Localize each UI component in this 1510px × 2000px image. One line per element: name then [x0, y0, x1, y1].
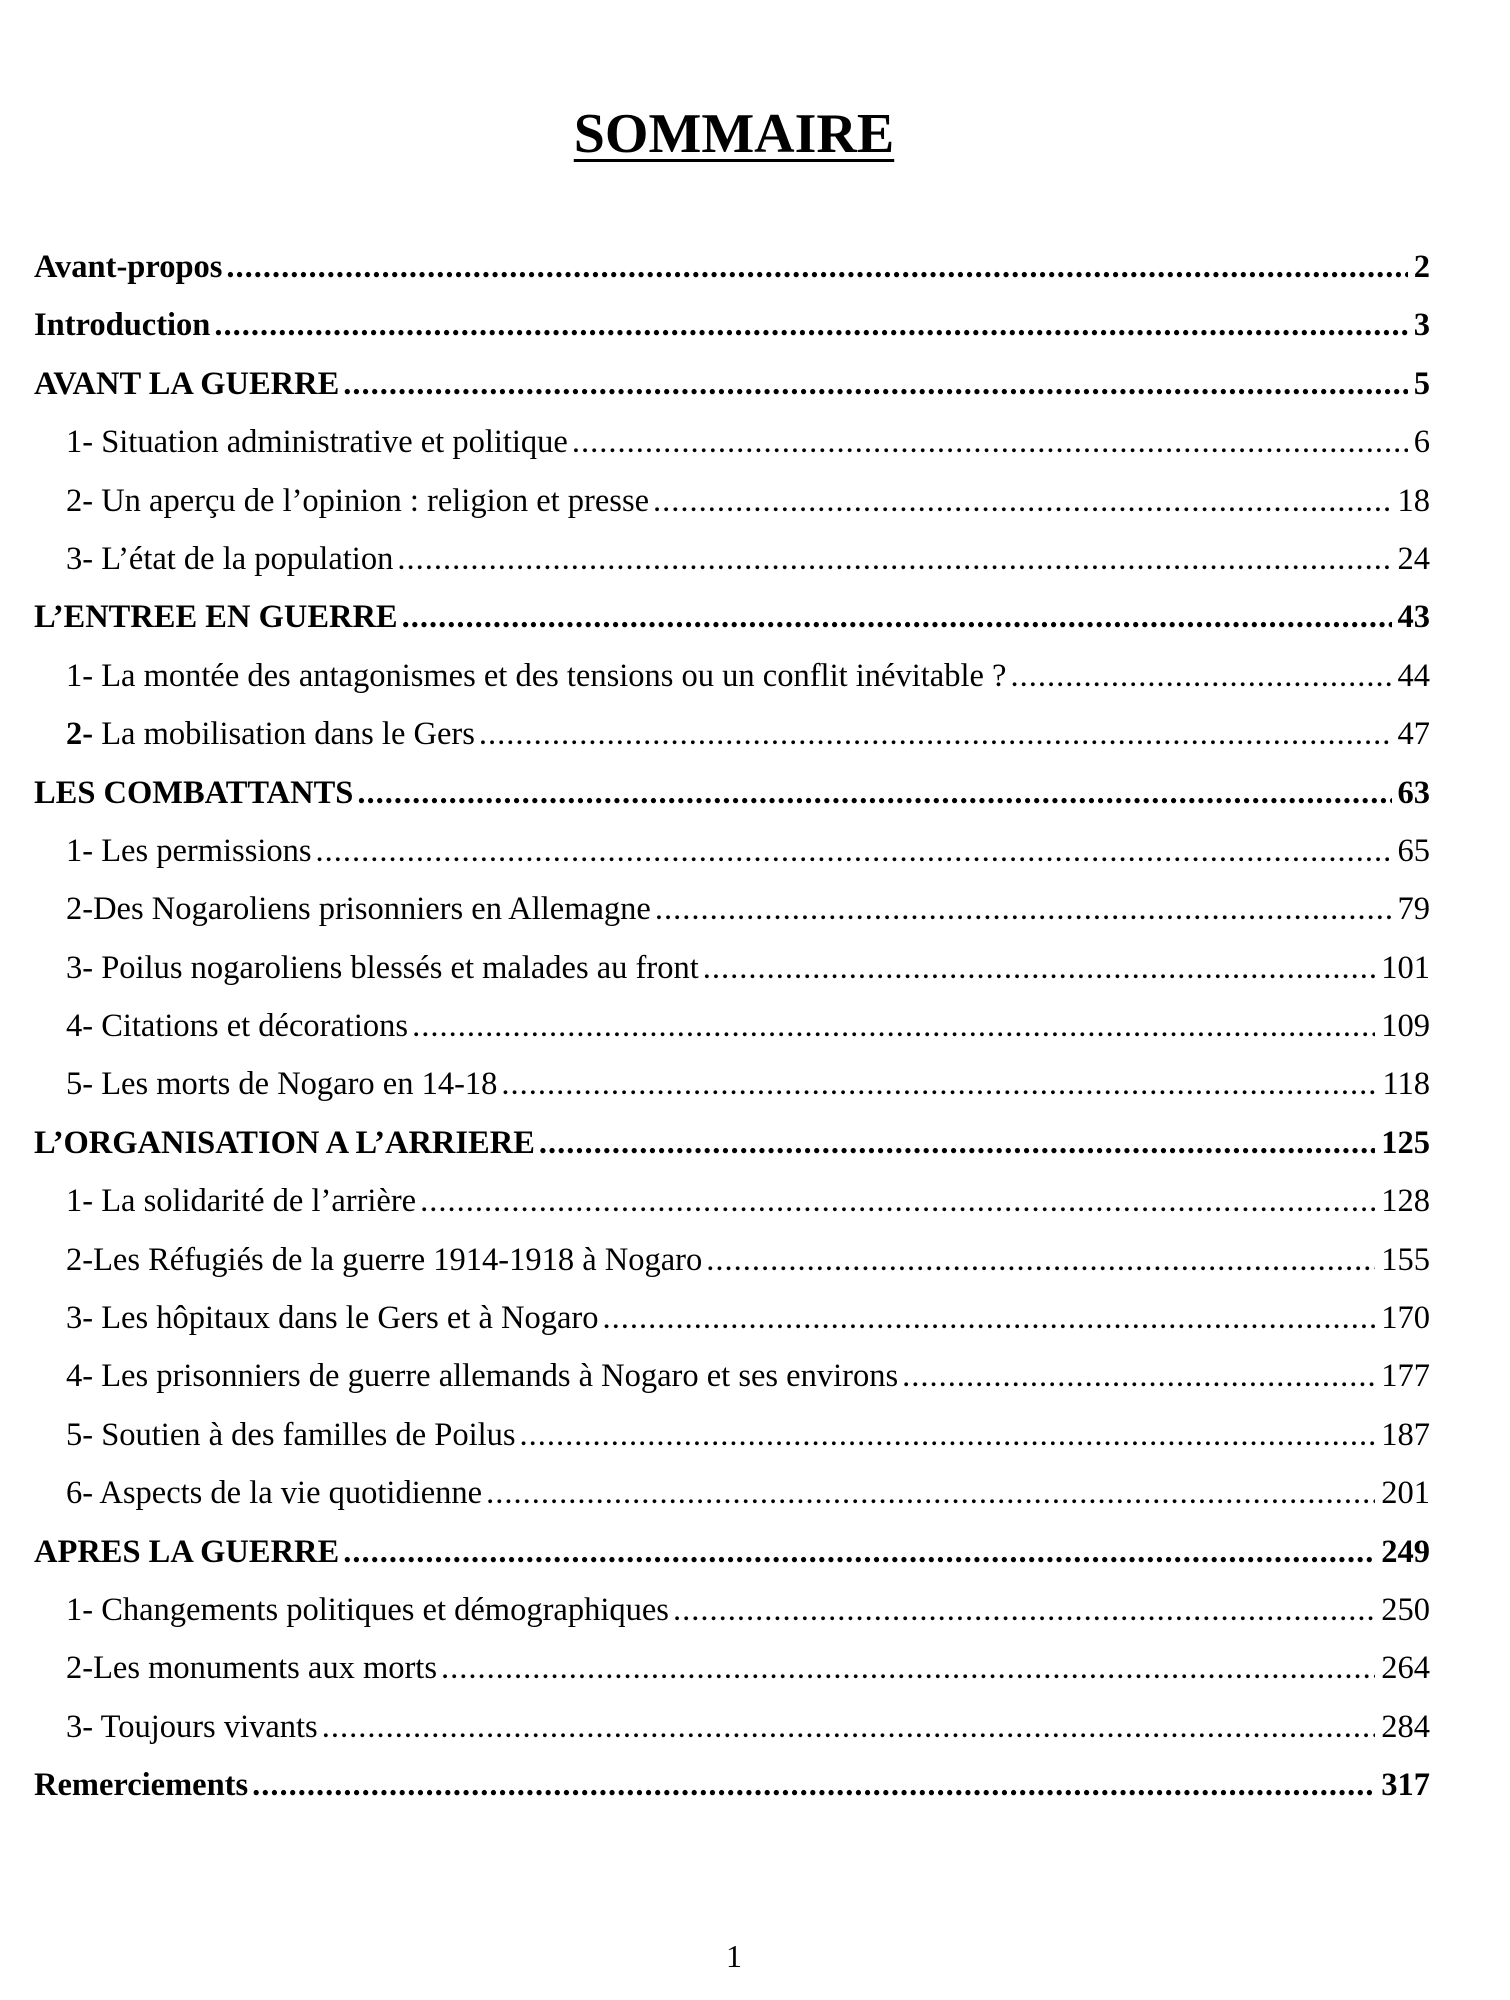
toc-subsection-entry[interactable]	[34, 997, 1430, 1055]
toc-subsection-entry[interactable]	[34, 530, 1430, 588]
dot-leader	[902, 1347, 1375, 1405]
dot-leader	[316, 822, 1392, 880]
toc-entry-label: 1- La solidarité de l’arrière	[66, 1183, 417, 1220]
toc-entry-page-number: 79	[1397, 891, 1430, 928]
toc-entry-page-number: 125	[1381, 1124, 1430, 1161]
toc-entry-label: 6- Aspects de la vie quotidienne	[66, 1475, 483, 1512]
dot-leader	[486, 1464, 1375, 1522]
toc-entry-page-number: 155	[1381, 1241, 1430, 1278]
toc-entry-label: 3- Toujours vivants	[66, 1708, 318, 1745]
dot-leader	[520, 1406, 1376, 1464]
toc-section-entry[interactable]	[34, 355, 1430, 413]
toc-subsection-entry[interactable]	[34, 822, 1430, 880]
toc-entry-label: 2- La mobilisation dans le Gers	[66, 716, 475, 753]
toc-entry-page-number: 5	[1413, 365, 1430, 402]
toc-entry-label: Introduction	[34, 307, 211, 344]
toc-entry-label: 4- Citations et décorations	[66, 1008, 409, 1045]
toc-entry-label: 4- Les prisonniers de guerre allemands à Nogaro et ses environs	[66, 1358, 899, 1395]
dot-leader	[343, 1523, 1375, 1581]
toc-entry-page-number: 3	[1413, 307, 1430, 344]
dot-leader	[1010, 647, 1391, 705]
toc-entry-label: 2- Un aperçu de l’opinion : religion et presse	[66, 482, 650, 519]
toc-section-entry[interactable]	[34, 238, 1430, 296]
toc-subsection-entry[interactable]	[34, 1464, 1430, 1522]
dot-leader	[322, 1698, 1376, 1756]
toc-subsection-entry[interactable]	[34, 1406, 1430, 1464]
dot-leader	[441, 1639, 1375, 1697]
toc-entry-page-number: 118	[1382, 1066, 1430, 1103]
toc-entry-label: 1- Changements politiques et démographiques	[66, 1591, 669, 1628]
table-of-contents	[34, 238, 1430, 1815]
toc-entry-page-number: 101	[1381, 949, 1430, 986]
toc-entry-page-number: 2	[1413, 249, 1430, 285]
toc-entry-label: 3- Les hôpitaux dans le Gers et à Nogaro	[66, 1300, 599, 1337]
toc-entry-page-number: 47	[1397, 716, 1430, 753]
toc-entry-page-number: 128	[1381, 1183, 1430, 1220]
toc-entry-label: Remerciements	[34, 1767, 249, 1804]
toc-entry-page-number: 43	[1397, 599, 1430, 636]
dot-leader	[501, 1055, 1376, 1113]
toc-subsection-entry[interactable]	[34, 1639, 1430, 1697]
toc-entry-page-number: 6	[1413, 424, 1430, 461]
toc-entry-label: 2-Les monuments aux morts	[66, 1650, 437, 1687]
toc-entry-label: 2-Les Réfugiés de la guerre 1914-1918 à Nogaro	[66, 1241, 703, 1278]
dot-leader	[226, 238, 1407, 296]
dot-leader	[602, 1289, 1375, 1347]
toc-subsection-entry[interactable]	[34, 413, 1430, 471]
toc-subsection-entry[interactable]	[34, 647, 1430, 705]
toc-subsection-entry[interactable]	[34, 472, 1430, 530]
toc-entry-page-number: 249	[1381, 1533, 1430, 1570]
toc-entry-label: 3- L’état de la population	[66, 540, 394, 577]
toc-section-entry[interactable]	[34, 1756, 1430, 1814]
toc-subsection-entry[interactable]	[34, 1231, 1430, 1289]
toc-subsection-entry[interactable]	[34, 1581, 1430, 1639]
dot-leader	[357, 764, 1391, 822]
dot-leader	[420, 1172, 1375, 1230]
toc-entry-page-number: 170	[1381, 1300, 1430, 1337]
dot-leader	[214, 296, 1407, 354]
dot-leader	[397, 530, 1391, 588]
toc-entry-page-number: 44	[1397, 657, 1430, 694]
toc-entry-label: L’ENTREE EN GUERRE	[34, 599, 398, 636]
toc-subsection-entry[interactable]	[34, 705, 1430, 763]
toc-subsection-entry[interactable]	[34, 1698, 1430, 1756]
toc-entry-page-number: 284	[1381, 1708, 1430, 1745]
toc-entry-label: 1- Les permissions	[66, 832, 312, 869]
toc-entry-label: 1- Situation administrative et politique	[66, 424, 568, 461]
dot-leader	[706, 1231, 1375, 1289]
dot-leader	[343, 355, 1408, 413]
toc-entry-label: APRES LA GUERRE	[34, 1533, 340, 1570]
toc-subsection-entry[interactable]	[34, 939, 1430, 997]
toc-entry-page-number: 264	[1381, 1650, 1430, 1687]
page-number: 1	[726, 1938, 742, 1974]
toc-entry-page-number: 177	[1381, 1358, 1430, 1395]
dot-leader	[402, 588, 1392, 646]
toc-subsection-entry[interactable]	[34, 1347, 1430, 1405]
toc-section-entry[interactable]	[34, 764, 1430, 822]
page-title: SOMMAIRE	[573, 103, 895, 165]
toc-entry-label: Avant-propos	[34, 249, 223, 285]
toc-section-entry[interactable]	[34, 1523, 1430, 1581]
toc-entry-page-number: 317	[1381, 1767, 1430, 1804]
toc-entry-page-number: 24	[1397, 540, 1430, 577]
toc-subsection-entry[interactable]	[34, 880, 1430, 938]
toc-entry-page-number: 109	[1381, 1008, 1430, 1045]
toc-entry-label: L’ORGANISATION A L’ARRIERE	[34, 1124, 535, 1161]
toc-entry-label: 5- Les morts de Nogaro en 14-18	[66, 1066, 498, 1103]
toc-entry-page-number: 18	[1397, 482, 1430, 519]
toc-entry-label: 3- Poilus nogaroliens blessés et malades au front	[66, 949, 699, 986]
toc-section-entry[interactable]	[34, 296, 1430, 354]
toc-entry-label: 2-Des Nogaroliens prisonniers en Allemagne	[66, 891, 651, 928]
dot-leader	[412, 997, 1375, 1055]
toc-entry-label: 5- Soutien à des familles de Poilus	[66, 1416, 516, 1453]
toc-subsection-entry[interactable]	[34, 1289, 1430, 1347]
toc-entry-page-number: 65	[1397, 832, 1430, 869]
toc-entry-page-number: 187	[1381, 1416, 1430, 1453]
toc-subsection-entry[interactable]	[34, 1172, 1430, 1230]
dot-leader	[655, 880, 1392, 938]
dot-leader	[653, 472, 1391, 530]
toc-entry-label: 1- La montée des antagonismes et des tensions ou un conflit inévitable ?	[66, 657, 1007, 694]
dot-leader	[479, 705, 1392, 763]
toc-section-entry[interactable]	[34, 1114, 1430, 1172]
dot-leader	[572, 413, 1408, 471]
dot-leader	[252, 1756, 1375, 1814]
toc-subsection-entry[interactable]	[34, 1055, 1430, 1113]
toc-section-entry[interactable]	[34, 588, 1430, 646]
toc-entry-label: LES COMBATTANTS	[34, 774, 354, 811]
toc-entry-label: AVANT LA GUERRE	[34, 365, 340, 402]
dot-leader	[539, 1114, 1375, 1172]
toc-entry-page-number: 250	[1381, 1591, 1430, 1628]
dot-leader	[673, 1581, 1375, 1639]
dot-leader	[703, 939, 1376, 997]
toc-entry-page-number: 201	[1381, 1475, 1430, 1512]
toc-entry-page-number: 63	[1397, 774, 1430, 811]
